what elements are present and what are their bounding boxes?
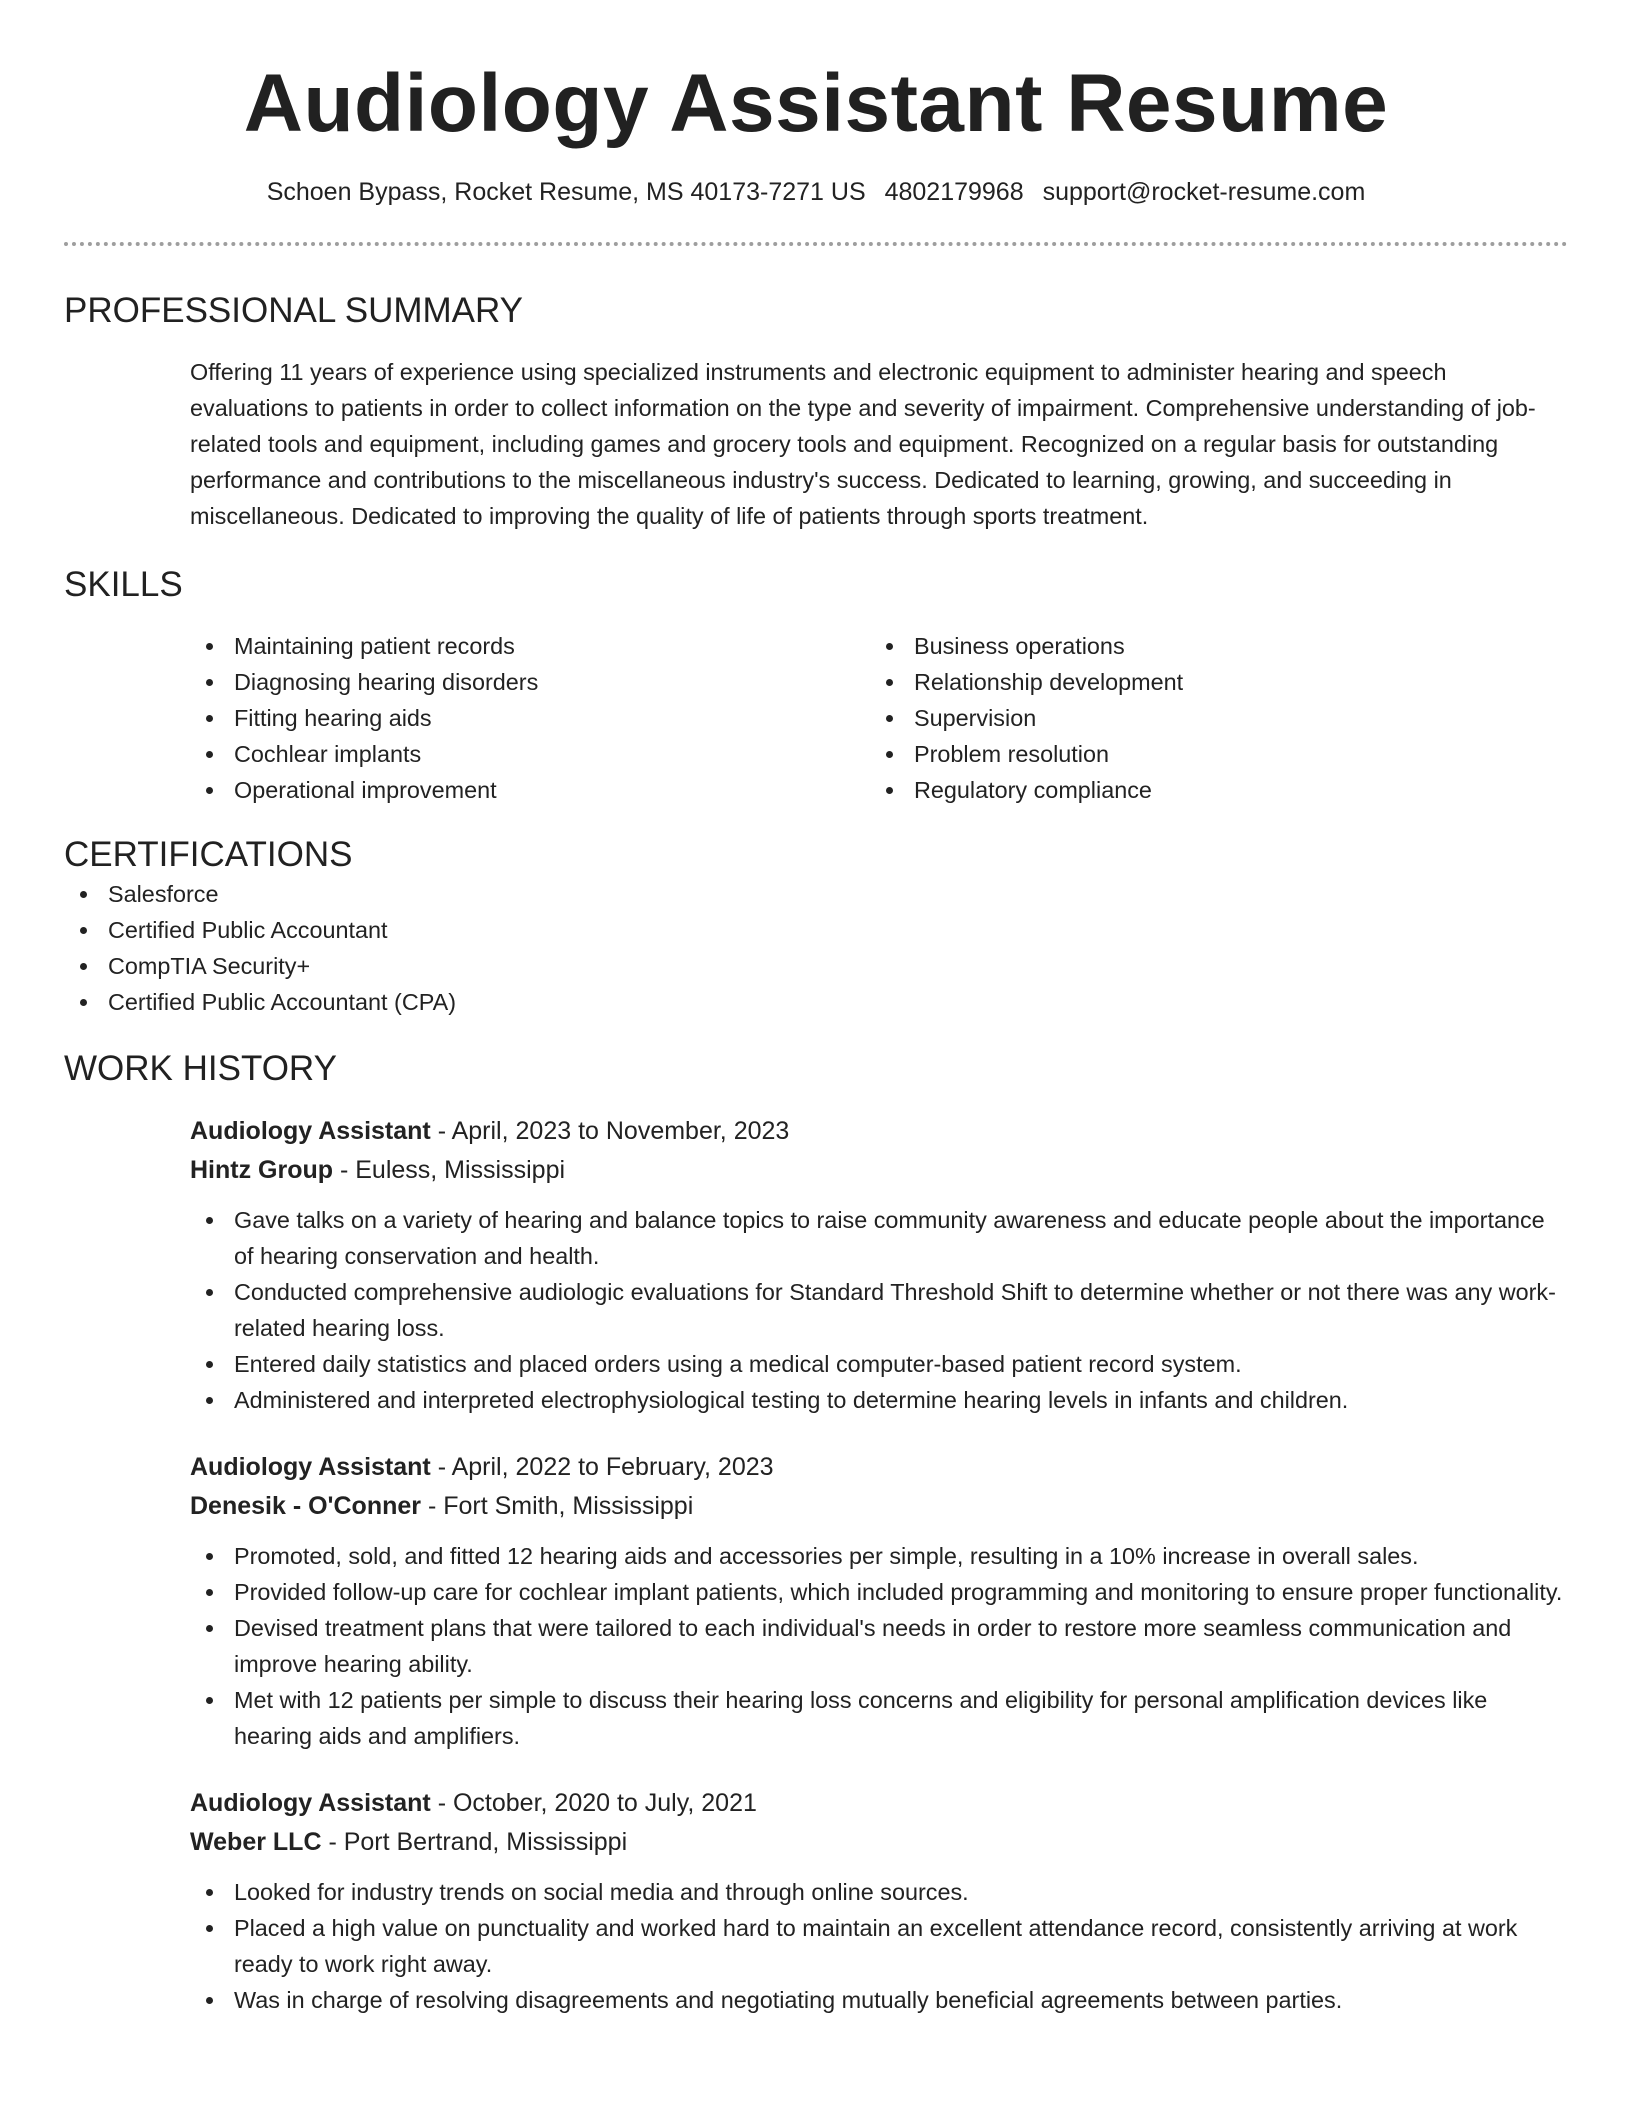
job-entry: [190, 1112, 1568, 1418]
certification-item: Certified Public Accountant (CPA): [64, 984, 1568, 1020]
contact-phone: 4802179968: [884, 178, 1024, 206]
job-location: - Fort Smith, Mississippi: [421, 1492, 694, 1520]
duty-item: Placed a high value on punctuality and worked hard to maintain an excellent attendance record, consistently arriving at work ready to work right away.: [190, 1910, 1568, 1982]
job-dates: - April, 2023 to November, 2023: [430, 1117, 790, 1145]
job-location: - Euless, Mississippi: [333, 1156, 566, 1184]
skill-item: Cochlear implants: [190, 736, 870, 772]
job-title: Audiology Assistant: [190, 1789, 431, 1817]
header-divider: [64, 242, 1568, 246]
duty-item: Promoted, sold, and fitted 12 hearing aids and accessories per simple, resulting in a 10% increase in overall sales.: [190, 1538, 1568, 1574]
work-history-heading: WORK HISTORY: [64, 1049, 337, 1088]
duty-item: Was in charge of resolving disagreements and negotiating mutually beneficial agreements between parties.: [190, 1982, 1568, 2018]
job-title: Audiology Assistant: [190, 1117, 431, 1145]
duty-item: Looked for industry trends on social media and through online sources.: [190, 1874, 1568, 1910]
duty-item: Entered daily statistics and placed orders using a medical computer-based patient record system.: [190, 1346, 1568, 1382]
skill-item: Business operations: [870, 628, 1550, 664]
job-duties: [190, 1538, 1568, 1754]
job-company-line: [190, 1487, 1568, 1526]
job-duties: [190, 1874, 1568, 2018]
skill-item: Supervision: [870, 700, 1550, 736]
job-company: Weber LLC: [190, 1828, 322, 1856]
duty-item: Devised treatment plans that were tailored to each individual's needs in order to restore more seamless communication and improve hearing ability.: [190, 1610, 1568, 1682]
skill-item: Relationship development: [870, 664, 1550, 700]
job-duties: [190, 1202, 1568, 1418]
skill-item: Regulatory compliance: [870, 772, 1550, 808]
job-title-line: [190, 1784, 1568, 1823]
job-company-line: [190, 1151, 1568, 1190]
job-dates: - April, 2022 to February, 2023: [430, 1453, 774, 1481]
skill-item: Maintaining patient records: [190, 628, 870, 664]
skills-grid: [190, 628, 1568, 808]
duty-item: Administered and interpreted electrophysiological testing to determine hearing levels in infants and children.: [190, 1382, 1568, 1418]
resume-page: [64, 0, 1568, 2018]
duty-item: Gave talks on a variety of hearing and balance topics to raise community awareness and educate people about the importance of hearing conservation and health.: [190, 1202, 1568, 1274]
skill-item: Fitting hearing aids: [190, 700, 870, 736]
contact-line: [64, 176, 1568, 208]
resume-title: Audiology Assistant Resume: [243, 58, 1389, 149]
job-company-line: [190, 1823, 1568, 1862]
job-title: Audiology Assistant: [190, 1453, 431, 1481]
skill-item: Problem resolution: [870, 736, 1550, 772]
job-entry: [190, 1448, 1568, 1754]
certification-item: Salesforce: [64, 876, 1568, 912]
skill-item: Operational improvement: [190, 772, 870, 808]
summary-heading: PROFESSIONAL SUMMARY: [64, 291, 523, 330]
job-dates: - October, 2020 to July, 2021: [430, 1789, 757, 1817]
duty-item: Provided follow-up care for cochlear implant patients, which included programming and monitoring to ensure proper functionality.: [190, 1574, 1568, 1610]
job-title-line: [190, 1112, 1568, 1151]
skills-heading: SKILLS: [64, 565, 183, 604]
skills-list-right: [870, 628, 1550, 808]
contact-email: support@rocket-resume.com: [1042, 178, 1366, 206]
certification-item: CompTIA Security+: [64, 948, 1568, 984]
skill-item: Diagnosing hearing disorders: [190, 664, 870, 700]
job-location: - Port Bertrand, Mississippi: [321, 1828, 628, 1856]
skills-list-left: [190, 628, 870, 808]
job-title-line: [190, 1448, 1568, 1487]
summary-text: Offering 11 years of experience using specialized instruments and electronic equipment to administer hearing and speech evaluations to patients in order to collect information on the type and severity of impairment. Comprehensive understanding of job-related tools and equipment, including games and grocery tools and equipment. Recognized on a regular basis for outstanding performance and contributions to the miscellaneous industry's success. Dedicated to learning, growing, and succeeding in miscellaneous. Dedicated to improving the quality of life of patients through sports treatment.: [190, 359, 1536, 529]
job-entry: [190, 1784, 1568, 2018]
duty-item: Met with 12 patients per simple to discuss their hearing loss concerns and eligibility for personal amplification devices like hearing aids and amplifiers.: [190, 1682, 1568, 1754]
job-company: Denesik - O'Conner: [190, 1492, 421, 1520]
contact-address: Schoen Bypass, Rocket Resume, MS 40173-7271 US: [266, 178, 866, 206]
duty-item: Conducted comprehensive audiologic evaluations for Standard Threshold Shift to determine whether or not there was any work-related hearing loss.: [190, 1274, 1568, 1346]
certification-item: Certified Public Accountant: [64, 912, 1568, 948]
certifications-heading: CERTIFICATIONS: [64, 835, 353, 874]
job-company: Hintz Group: [190, 1156, 334, 1184]
certifications-list: [64, 876, 1568, 1020]
